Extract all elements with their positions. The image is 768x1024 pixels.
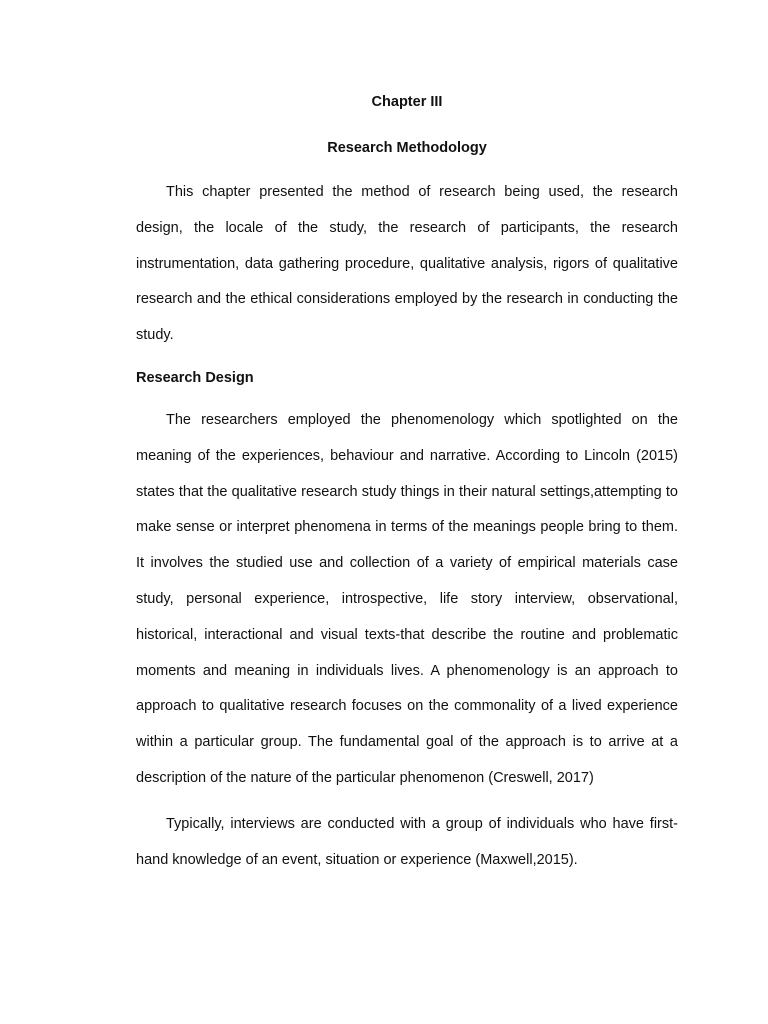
- intro-paragraph: This chapter presented the method of research being used, the research design, the locale of the study, the research of participants, the research instrumentation, data gathering procedure, qualitative analysis, rigors of qualitative research and the ethical considerations employed by the research in conducting the study.: [136, 184, 678, 344]
- research-design-paragraph-2: Typically, interviews are conducted with a group of individuals who have first-hand knowledge of an event, situation or experience (Maxwell,2015).: [136, 815, 678, 868]
- chapter-label: Chapter III: [371, 94, 443, 110]
- page-title: Research Methodology: [327, 140, 487, 156]
- page-content: [136, 88, 678, 878]
- section-heading-research-design: Research Design: [136, 369, 254, 386]
- research-design-paragraph-1: The researchers employed the phenomenology which spotlighted on the meaning of the experiences, behaviour and narrative. According to Lincoln (2015) states that the qualitative research study things in their natural settings,attempting to make sense or interpret phenomena in terms of the meanings people bring to them. It involves the studied use and collection of a variety of empirical materials case study, personal experience, introspective, life story interview, observational, historical, interactional and visual texts-that describe the routine and problematic moments and meaning in individuals lives. A phenomenology is an approach to approach to qualitative research focuses on the commonality of a lived experience within a particular group. The fundamental goal of the approach is to arrive at a description of the nature of the particular phenomenon (Creswell, 2017): [136, 411, 678, 786]
